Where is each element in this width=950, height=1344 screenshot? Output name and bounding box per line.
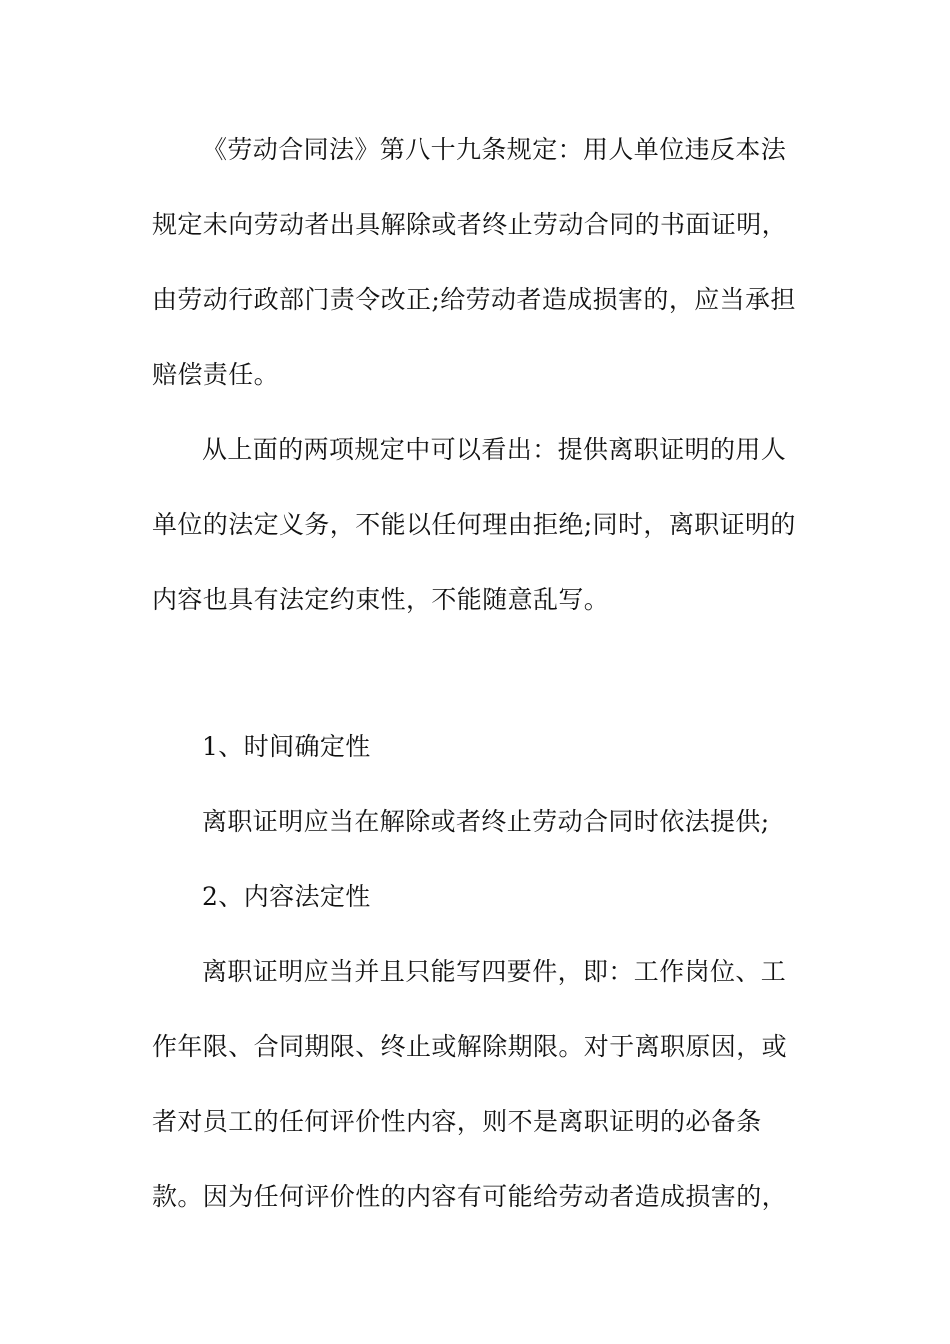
paragraph-2-line-3: 内容也具有法定约束性，不能随意乱写。 bbox=[152, 585, 610, 614]
paragraph-2-line-2: 单位的法定义务，不能以任何理由拒绝;同时，离职证明的 bbox=[152, 510, 796, 539]
paragraph-3-line-1: 离职证明应当并且只能写四要件，即：工作岗位、工 bbox=[202, 957, 787, 986]
paragraph-1-line-3: 由劳动行政部门责令改正;给劳动者造成损害的，应当承担 bbox=[152, 285, 796, 314]
section-heading-1: 1、时间确定性 bbox=[202, 732, 371, 761]
paragraph-1-line-1: 《劳动合同法》第八十九条规定：用人单位违反本法 bbox=[202, 135, 787, 164]
paragraph-1-line-4: 赔偿责任。 bbox=[152, 360, 280, 389]
paragraph-3-line-2: 作年限、合同期限、终止或解除期限。对于离职原因，或 bbox=[152, 1032, 788, 1061]
paragraph-3-line-3: 者对员工的任何评价性内容，则不是离职证明的必备条 bbox=[152, 1107, 762, 1136]
paragraph-3-line-4: 款。因为任何评价性的内容有可能给劳动者造成损害的， bbox=[152, 1182, 788, 1211]
paragraph-1-line-2: 规定未向劳动者出具解除或者终止劳动合同的书面证明， bbox=[152, 210, 788, 239]
section-1-body: 离职证明应当在解除或者终止劳动合同时依法提供; bbox=[202, 807, 770, 836]
paragraph-2-line-1: 从上面的两项规定中可以看出：提供离职证明的用人 bbox=[202, 435, 787, 464]
section-heading-2: 2、内容法定性 bbox=[202, 882, 371, 911]
